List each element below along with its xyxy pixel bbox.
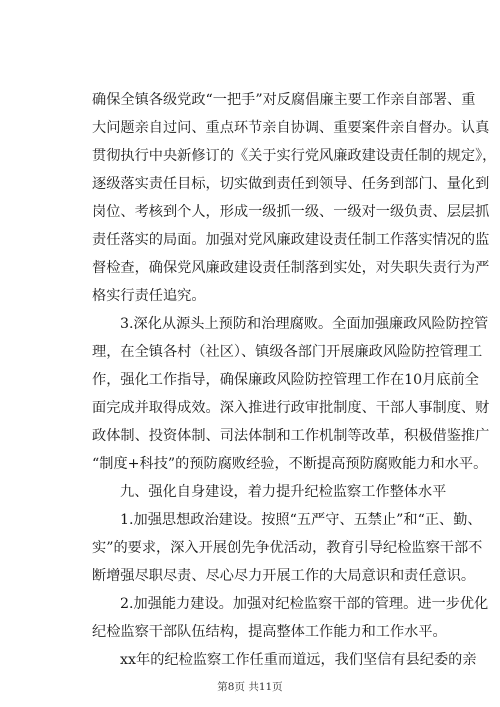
page-footer: 第8页 共11页 — [217, 681, 283, 693]
text-line-16: 1.加强思想政治建设。按照“五严守、五禁止”和“正、勤、 — [120, 512, 482, 528]
text-line-4: 逐级落实责任目标，切实做到责任到领导、任务到部门、量化到 — [92, 176, 490, 192]
text-line-6: 责任落实的局面。加强对党风廉政建设责任制工作落实情况的监 — [92, 232, 490, 248]
text-line-11: 作，强化工作指导，确保廉政风险防控管理工作在10月底前全 — [92, 372, 479, 388]
text-line-9: 3.深化从源头上预防和治理腐败。全面加强廉政风险防控管 — [120, 316, 489, 332]
text-line-17: 实”的要求，深入开展创先争优活动，教育引导纪检监察干部不 — [92, 540, 483, 556]
section-heading: 九、强化自身建设，着力提升纪检监察工作整体水平 — [120, 484, 447, 500]
text-line-7: 督检查，确保党风廉政建设责任制落到实处，对失职失责行为严 — [92, 260, 490, 276]
text-line-10: 理，在全镇各村（社区）、镇级各部门开展廉政风险防控管理工 — [92, 344, 483, 360]
text-line-20: 纪检监察干部队伍结构，提高整体工作能力和工作水平。 — [92, 624, 447, 640]
text-line-3: 贯彻执行中央新修订的《关于实行党风廉政建设责任制的规定》， — [92, 148, 497, 164]
text-line-14: “制度+科技”的预防腐败经验，不断提高预防腐败能力和水平。 — [92, 456, 488, 472]
text-line-19: 2.加强能力建设。加强对纪检监察干部的管理。进一步优化 — [120, 596, 489, 612]
text-line-1: 确保全镇各级党政“一把手”对反腐倡廉主要工作亲自部署、重 — [92, 92, 476, 108]
text-line-5: 岗位、考核到个人，形成一级抓一级、一级对一级负责、层层抓 — [92, 204, 490, 220]
text-line-21: xx年的纪检监察工作任重而道远，我们坚信有县纪委的亲 — [120, 652, 477, 668]
text-line-2: 大问题亲自过问、重点环节亲自协调、重要案件亲自督办。认真 — [92, 120, 490, 136]
text-line-12: 面完成并取得成效。深入推进行政审批制度、干部人事制度、财 — [92, 400, 490, 416]
text-line-13: 政体制、投资体制、司法体制和工作机制等改革，积极借鉴推广 — [92, 428, 490, 444]
text-line-18: 断增强尽职尽责、尽心尽力开展工作的大局意识和责任意识。 — [92, 568, 476, 584]
text-line-8: 格实行责任追究。 — [92, 288, 206, 304]
